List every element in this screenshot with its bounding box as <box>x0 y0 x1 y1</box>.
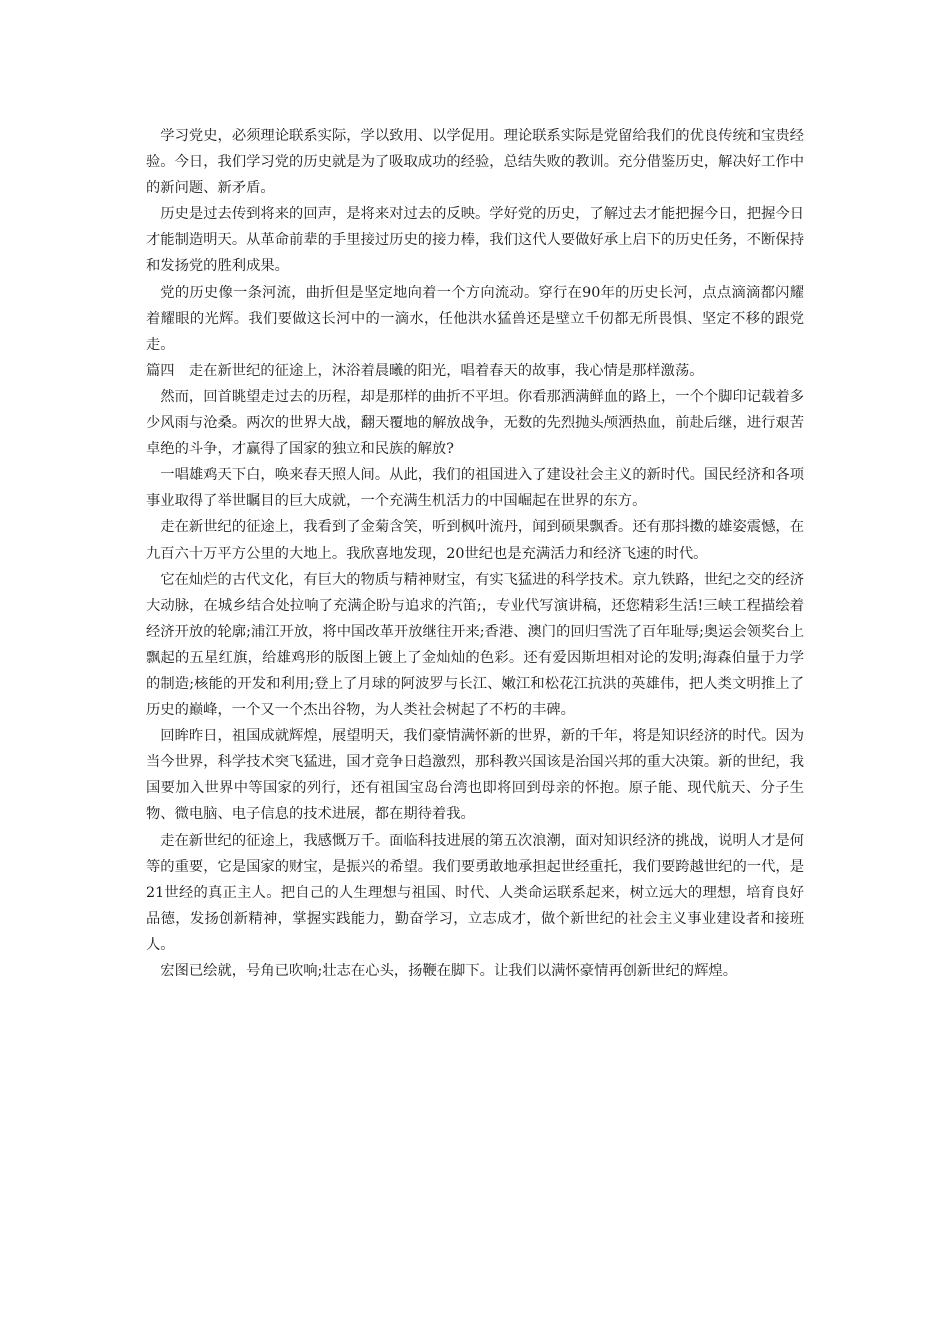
paragraph: 走在新世纪的征途上，我感慨万千。面临科技进展的第五次浪潮，面对知识经济的挑战，说明人才是何等的重要，它是国家的财宝，是振兴的希望。我们要勇敢地承担起世经重托，我们要跨越世纪的一代，是21世经的真正主人。把自己的人生理想与祖国、时代、人类命运联系起来，树立远大的理想，培育良好品德，发扬创新精神，掌握实践能力，勤奋学习，立志成才，做个新世纪的社会主义事业建设者和接班人。 <box>146 832 804 953</box>
paragraph: 走在新世纪的征途上，我看到了金菊含笑，听到枫叶流丹，闻到硕果飘香。还有那抖擞的雄姿震憾，在九百六十万平方公里的大地上。我欣喜地发现，20世纪也是充满活力和经济飞速的时代。 <box>146 519 804 562</box>
document-body <box>146 123 804 984</box>
paragraph: 回眸昨日，祖国成就辉煌，展望明天，我们豪情满怀新的世界，新的千年，将是知识经济的时代。因为当今世界，科学技术突飞猛进，国才竞争日趋激烈，那科教兴国该是治国兴邦的重大决策。新的世纪，我国要加入世界中等国家的列行，还有祖国宝岛台湾也即将回到母亲的怀抱。原子能、现代航天、分子生物、微电脑、电子信息的技术进展，都在期待着我。 <box>146 728 804 823</box>
paragraph: 党的历史像一条河流，曲折但是坚定地向着一个方向流动。穿行在90年的历史长河，点点滴滴都闪耀着耀眼的光辉。我们要做这长河中的一滴水，任他洪水猛兽还是壁立千仞都无所畏惧、坚定不移的跟党走。 <box>146 284 804 353</box>
paragraph: 宏图已绘就，号角已吹响;壮志在心头，扬鞭在脚下。让我们以满怀豪情再创新世纪的辉煌。 <box>160 963 737 979</box>
paragraph: 一唱雄鸡天下白，唤来春天照人间。从此，我们的祖国进入了建设社会主义的新时代。国民经济和各项事业取得了举世瞩目的巨大成就，一个充满生机活力的中国崛起在世界的东方。 <box>146 467 804 510</box>
paragraph: 它在灿烂的古代文化，有巨大的物质与精神财宝，有实飞猛进的科学技术。京九铁路，世纪之交的经济大动脉，在城乡结合处拉响了充满企盼与追求的汽笛;，专业代写演讲稿，还您精彩生活!三峡工程描绘着经济开放的轮廓;浦江开放，将中国改革开放继往开来;香港、澳门的回归雪洗了百年耻辱;奥运会领奖台上飘起的五星红旗，给雄鸡形的版图上镀上了金灿灿的色彩。还有爱因斯坦相对论的发明;海森伯量于力学的制造;核能的开发和利用;登上了月球的阿波罗与长江、嫩江和松花江抗洪的英雄伟，把人类文明推上了历史的巅峰，一个又一个杰出谷物，为人类社会树起了不朽的丰碑。 <box>146 571 804 719</box>
paragraph: 学习党史，必须理论联系实际，学以致用、以学促用。理论联系实际是党留给我们的优良传统和宝贵经验。今日，我们学习党的历史就是为了吸取成功的经验，总结失败的教训。充分借鉴历史，解决好工作中的新问题、新矛盾。 <box>146 128 804 197</box>
paragraph: 历史是过去传到将来的回声，是将来对过去的反映。学好党的历史，了解过去才能把握今日，把握今日才能制造明天。从革命前辈的手里接过历史的接力棒，我们这代人要做好承上启下的历史任务，不断保持和发扬党的胜利成果。 <box>146 206 804 275</box>
paragraph: 然而，回首眺望走过去的历程，却是那样的曲折不平坦。你看那洒满鲜血的路上，一个个脚印记载着多少风雨与沧桑。两次的世界大战，翻天覆地的解放战争，无数的先烈抛头颅洒热血，前赴后继，进行艰苦卓绝的斗争，才赢得了国家的独立和民族的解放? <box>146 388 804 458</box>
section-heading-paragraph: 篇四 走在新世纪的征途上，沐浴着晨曦的阳光，唱着春天的故事，我心情是那样激荡。 <box>146 362 704 379</box>
